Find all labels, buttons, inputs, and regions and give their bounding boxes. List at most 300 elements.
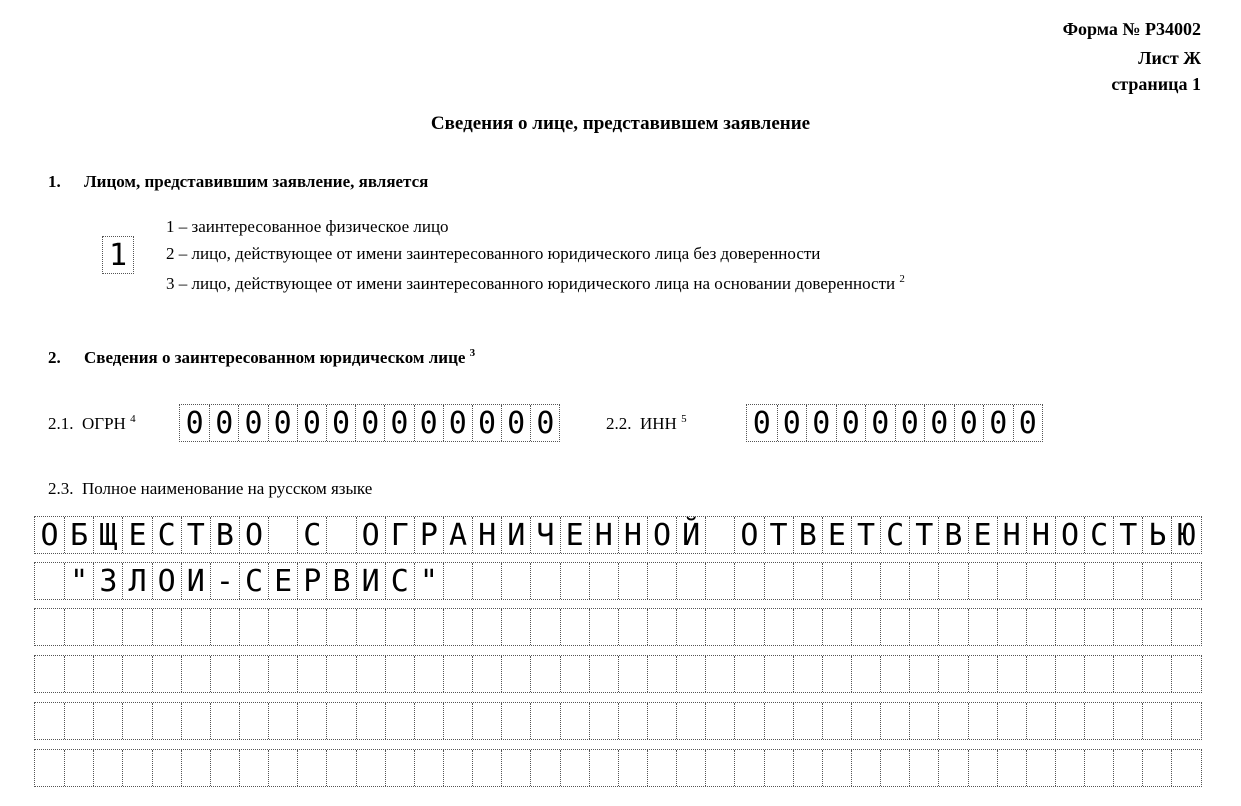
full-name-cell <box>997 563 1026 599</box>
full-name-cell <box>1171 563 1200 599</box>
full-name-cell: Т <box>764 517 793 553</box>
full-name-cell <box>530 563 559 599</box>
full-name-cell <box>35 563 64 599</box>
full-name-cell <box>239 750 268 786</box>
full-name-cell: Е <box>122 517 151 553</box>
full-name-cell <box>909 656 938 692</box>
full-name-cell <box>326 517 355 553</box>
full-name-cell <box>589 656 618 692</box>
full-name-cell <box>181 750 210 786</box>
full-name-cell <box>1084 656 1113 692</box>
full-name-cell <box>705 703 734 739</box>
full-name-cell <box>705 563 734 599</box>
section-2-number: 2. <box>48 348 61 367</box>
inn-label-num: 2.2. <box>606 414 632 433</box>
full-name-cell: Н <box>618 517 647 553</box>
full-name-cell <box>1142 609 1171 645</box>
full-name-cell: С <box>297 517 326 553</box>
full-name-cell: И <box>356 563 385 599</box>
full-name-cell <box>851 656 880 692</box>
full-name-cell <box>676 703 705 739</box>
full-name-cell <box>968 563 997 599</box>
full-name-cell: Ю <box>1171 517 1200 553</box>
full-name-cell <box>1026 703 1055 739</box>
full-name-row[interactable] <box>34 749 1202 787</box>
full-name-cell <box>501 609 530 645</box>
full-name-cell <box>443 609 472 645</box>
full-name-cell <box>822 609 851 645</box>
full-name-cell: С <box>239 563 268 599</box>
ogrn-cell: 0 <box>355 405 384 441</box>
full-name-cell <box>1026 656 1055 692</box>
full-name-cell <box>909 703 938 739</box>
full-name-cell <box>880 703 909 739</box>
full-name-cell <box>530 703 559 739</box>
full-name-cell <box>1142 703 1171 739</box>
full-name-cell <box>851 563 880 599</box>
ogrn-cell: 0 <box>238 405 267 441</box>
footnote-4: 4 <box>130 413 136 425</box>
full-name-cell <box>1084 750 1113 786</box>
full-name-cell <box>268 656 297 692</box>
full-name-cell: - <box>210 563 239 599</box>
full-name-cell <box>1113 563 1142 599</box>
full-name-cell: С <box>880 517 909 553</box>
full-name-cell <box>647 609 676 645</box>
full-name-cell <box>472 750 501 786</box>
full-name-cell <box>793 656 822 692</box>
full-name-label-num: 2.3. <box>48 479 74 498</box>
section-1-number: 1. <box>48 172 61 191</box>
full-name-cell <box>1142 750 1171 786</box>
inn-cell: 0 <box>983 405 1013 441</box>
form-number: Форма № Р34002 <box>1062 19 1201 39</box>
ogrn-cell: 0 <box>443 405 472 441</box>
full-name-cell <box>443 750 472 786</box>
full-name-cell <box>1055 609 1084 645</box>
full-name-label-text: Полное наименование на русском языке <box>82 479 373 498</box>
full-name-cell <box>1084 703 1113 739</box>
full-name-cell <box>181 609 210 645</box>
full-name-cell: Р <box>414 517 443 553</box>
full-name-cell <box>326 750 355 786</box>
full-name-cell <box>880 563 909 599</box>
inn-cell: 0 <box>752 405 771 441</box>
option-3-text: 3 – лицо, действующее от имени заинтересованного юридического лица на основании доверенности <box>166 274 896 293</box>
full-name-cell <box>414 750 443 786</box>
full-name-cell: Ь <box>1142 517 1171 553</box>
full-name-row[interactable] <box>34 655 1202 693</box>
full-name-cell <box>356 703 385 739</box>
full-name-cell <box>472 656 501 692</box>
full-name-cell <box>734 656 763 692</box>
full-name-cell <box>705 609 734 645</box>
full-name-cell <box>356 609 385 645</box>
full-name-cell <box>851 609 880 645</box>
ogrn-cell: 0 <box>472 405 501 441</box>
section-1-title: Лицом, представившим заявление, является <box>84 172 429 191</box>
ogrn-field[interactable] <box>179 404 560 442</box>
full-name-cell <box>589 750 618 786</box>
full-name-cell <box>385 609 414 645</box>
option-2 <box>166 244 820 264</box>
full-name-cell <box>851 750 880 786</box>
full-name-cell <box>676 609 705 645</box>
footnote-2: 2 <box>899 273 905 285</box>
full-name-cell <box>1113 703 1142 739</box>
full-name-cell <box>1026 750 1055 786</box>
full-name-cell <box>793 563 822 599</box>
full-name-cell <box>35 703 64 739</box>
full-name-cell <box>938 563 967 599</box>
ogrn-cell: 0 <box>530 405 559 441</box>
full-name-cell <box>676 656 705 692</box>
ogrn-cell: 0 <box>414 405 443 441</box>
option-1 <box>166 217 449 237</box>
full-name-cell <box>734 703 763 739</box>
full-name-cell <box>326 703 355 739</box>
full-name-cell <box>589 563 618 599</box>
full-name-cell <box>64 609 93 645</box>
full-name-cell: Ч <box>530 517 559 553</box>
full-name-cell <box>414 609 443 645</box>
full-name-cell <box>297 703 326 739</box>
full-name-cell <box>822 750 851 786</box>
inn-field[interactable] <box>746 404 1043 442</box>
full-name-cell: Е <box>968 517 997 553</box>
footnote-5: 5 <box>681 413 687 425</box>
full-name-cell: О <box>356 517 385 553</box>
full-name-cell: Н <box>472 517 501 553</box>
full-name-cell <box>472 563 501 599</box>
full-name-cell: " <box>414 563 443 599</box>
ogrn-cell: 0 <box>268 405 297 441</box>
full-name-cell: О <box>647 517 676 553</box>
full-name-cell <box>560 703 589 739</box>
full-name-cell: О <box>152 563 181 599</box>
applicant-type-field[interactable] <box>102 236 134 274</box>
full-name-cell: Е <box>822 517 851 553</box>
full-name-cell <box>1113 656 1142 692</box>
full-name-cell <box>764 750 793 786</box>
full-name-cell: Н <box>997 517 1026 553</box>
full-name-cell: С <box>385 563 414 599</box>
full-name-cell <box>530 656 559 692</box>
full-name-cell <box>501 656 530 692</box>
full-name-cell <box>997 609 1026 645</box>
full-name-cell <box>1142 656 1171 692</box>
inn-cell: 0 <box>806 405 836 441</box>
full-name-cell: И <box>501 517 530 553</box>
ogrn-cell: 0 <box>501 405 530 441</box>
full-name-cell <box>152 656 181 692</box>
full-name-cell <box>618 563 647 599</box>
full-name-cell <box>647 703 676 739</box>
full-name-cell <box>326 609 355 645</box>
full-name-cell <box>297 750 326 786</box>
full-name-cell <box>356 750 385 786</box>
full-name-cell <box>938 750 967 786</box>
full-name-cell <box>35 609 64 645</box>
full-name-cell <box>152 750 181 786</box>
full-name-cell <box>968 656 997 692</box>
full-name-cell <box>764 609 793 645</box>
full-name-cell <box>530 609 559 645</box>
full-name-cell <box>647 656 676 692</box>
full-name-cell <box>64 703 93 739</box>
full-name-label <box>48 479 372 499</box>
full-name-cell <box>1113 609 1142 645</box>
full-name-cell <box>1026 609 1055 645</box>
full-name-cell <box>152 609 181 645</box>
full-name-cell <box>122 609 151 645</box>
ogrn-cell: 0 <box>185 405 204 441</box>
full-name-cell <box>560 563 589 599</box>
page-label: страница 1 <box>1111 74 1201 94</box>
section-1-heading <box>48 172 428 192</box>
full-name-cell <box>414 703 443 739</box>
full-name-cell <box>793 703 822 739</box>
full-name-cell <box>851 703 880 739</box>
page-title: Сведения о лице, представившем заявление <box>430 113 811 134</box>
full-name-cell <box>880 656 909 692</box>
full-name-cell <box>1171 750 1200 786</box>
full-name-cell: В <box>938 517 967 553</box>
full-name-cell <box>647 563 676 599</box>
full-name-cell <box>734 750 763 786</box>
full-name-cell: Й <box>676 517 705 553</box>
full-name-cell <box>122 703 151 739</box>
full-name-cell <box>385 703 414 739</box>
full-name-cell <box>385 750 414 786</box>
full-name-cell <box>530 750 559 786</box>
full-name-cell <box>560 609 589 645</box>
full-name-cell: В <box>210 517 239 553</box>
full-name-cell: О <box>40 517 59 553</box>
full-name-cell <box>443 563 472 599</box>
full-name-cell <box>589 609 618 645</box>
full-name-row[interactable] <box>34 562 1202 600</box>
full-name-cell <box>676 563 705 599</box>
full-name-cell <box>472 609 501 645</box>
ogrn-label-num: 2.1. <box>48 414 74 433</box>
full-name-cell <box>385 656 414 692</box>
full-name-cell <box>210 656 239 692</box>
option-2-text: 2 – лицо, действующее от имени заинтересованного юридического лица без доверенности <box>166 244 821 263</box>
full-name-cell: В <box>793 517 822 553</box>
full-name-cell <box>1171 609 1200 645</box>
full-name-cell <box>1171 656 1200 692</box>
full-name-cell <box>297 656 326 692</box>
full-name-cell: Т <box>181 517 210 553</box>
full-name-cell <box>1084 609 1113 645</box>
full-name-cell <box>210 609 239 645</box>
full-name-cell <box>734 563 763 599</box>
full-name-cell: Т <box>1113 517 1142 553</box>
full-name-cell <box>181 656 210 692</box>
full-name-cell <box>647 750 676 786</box>
full-name-cell <box>181 703 210 739</box>
full-name-cell <box>938 703 967 739</box>
full-name-cell <box>414 656 443 692</box>
full-name-cell <box>268 703 297 739</box>
full-name-cell: Р <box>297 563 326 599</box>
full-name-cell <box>560 750 589 786</box>
full-name-cell <box>239 656 268 692</box>
ogrn-label-text: ОГРН <box>82 414 126 433</box>
full-name-cell <box>822 656 851 692</box>
full-name-cell <box>734 609 763 645</box>
full-name-cell: " <box>64 563 93 599</box>
full-name-cell <box>268 750 297 786</box>
full-name-cell: А <box>443 517 472 553</box>
full-name-cell <box>968 609 997 645</box>
full-name-cell: О <box>1055 517 1084 553</box>
section-2-heading <box>48 348 475 368</box>
ogrn-cell: 0 <box>326 405 355 441</box>
full-name-cell: О <box>239 517 268 553</box>
full-name-cell: Н <box>589 517 618 553</box>
option-1-text: 1 – заинтересованное физическое лицо <box>166 217 449 236</box>
full-name-cell <box>968 750 997 786</box>
full-name-cell <box>676 750 705 786</box>
full-name-cell <box>239 703 268 739</box>
full-name-cell <box>1055 563 1084 599</box>
full-name-cell: Т <box>851 517 880 553</box>
full-name-cell <box>210 750 239 786</box>
full-name-cell <box>122 750 151 786</box>
full-name-cell <box>589 703 618 739</box>
full-name-cell <box>443 703 472 739</box>
full-name-cell <box>705 656 734 692</box>
full-name-cell <box>938 656 967 692</box>
full-name-cell <box>560 656 589 692</box>
full-name-cell <box>1113 750 1142 786</box>
full-name-cell <box>356 656 385 692</box>
full-name-cell <box>1142 563 1171 599</box>
full-name-cell <box>152 703 181 739</box>
full-name-cell <box>297 609 326 645</box>
option-3 <box>166 274 905 294</box>
full-name-cell <box>618 609 647 645</box>
full-name-cell <box>618 703 647 739</box>
full-name-cell: Н <box>1026 517 1055 553</box>
full-name-cell: И <box>181 563 210 599</box>
full-name-cell <box>1055 656 1084 692</box>
full-name-cell <box>997 750 1026 786</box>
full-name-cell <box>64 750 93 786</box>
full-name-cell <box>822 563 851 599</box>
ogrn-cell: 0 <box>384 405 413 441</box>
full-name-cell <box>764 656 793 692</box>
section-2-title: Сведения о заинтересованном юридическом лице <box>84 348 466 367</box>
full-name-row[interactable] <box>34 516 1202 554</box>
ogrn-cell: 0 <box>209 405 238 441</box>
full-name-cell <box>909 609 938 645</box>
full-name-cell <box>64 656 93 692</box>
full-name-cell: Т <box>909 517 938 553</box>
full-name-cell: В <box>326 563 355 599</box>
full-name-cell <box>997 703 1026 739</box>
full-name-cell <box>968 703 997 739</box>
full-name-cell <box>1084 563 1113 599</box>
inn-cell: 0 <box>1013 405 1043 441</box>
full-name-cell <box>443 656 472 692</box>
full-name-cell <box>880 750 909 786</box>
full-name-cell <box>239 609 268 645</box>
applicant-type-value: 1 <box>108 237 128 273</box>
full-name-cell <box>909 563 938 599</box>
inn-label <box>606 414 687 434</box>
full-name-cell <box>501 703 530 739</box>
full-name-cell <box>93 609 122 645</box>
full-name-cell <box>938 609 967 645</box>
inn-cell: 0 <box>954 405 984 441</box>
full-name-cell <box>93 703 122 739</box>
full-name-cell <box>501 750 530 786</box>
full-name-cell <box>822 703 851 739</box>
full-name-cell: О <box>734 517 763 553</box>
full-name-cell <box>764 703 793 739</box>
inn-cell: 0 <box>895 405 925 441</box>
full-name-cell: Л <box>122 563 151 599</box>
full-name-cell <box>93 750 122 786</box>
full-name-cell <box>880 609 909 645</box>
full-name-cell <box>1055 750 1084 786</box>
full-name-cell <box>210 703 239 739</box>
full-name-cell <box>705 750 734 786</box>
inn-label-text: ИНН <box>640 414 677 433</box>
footnote-3: 3 <box>469 347 476 359</box>
full-name-cell: Б <box>64 517 93 553</box>
full-name-cell <box>501 563 530 599</box>
full-name-cell <box>35 750 64 786</box>
ogrn-cell: 0 <box>297 405 326 441</box>
full-name-cell <box>764 563 793 599</box>
sheet-label: Лист Ж <box>1138 48 1201 68</box>
full-name-cell <box>268 609 297 645</box>
full-name-cell: С <box>152 517 181 553</box>
full-name-cell: Е <box>560 517 589 553</box>
full-name-cell <box>705 517 734 553</box>
full-name-cell: Щ <box>93 517 122 553</box>
full-name-cell: З <box>93 563 122 599</box>
full-name-cell <box>1026 563 1055 599</box>
full-name-cell: С <box>1084 517 1113 553</box>
full-name-cell <box>618 656 647 692</box>
inn-cell: 0 <box>836 405 866 441</box>
full-name-cell <box>1171 703 1200 739</box>
full-name-cell <box>618 750 647 786</box>
inn-cell: 0 <box>865 405 895 441</box>
full-name-row[interactable] <box>34 702 1202 740</box>
full-name-cell <box>793 750 822 786</box>
full-name-cell <box>1055 703 1084 739</box>
full-name-cell <box>909 750 938 786</box>
ogrn-label <box>48 414 136 434</box>
full-name-cell: Е <box>268 563 297 599</box>
full-name-cell <box>93 656 122 692</box>
full-name-row[interactable] <box>34 608 1202 646</box>
full-name-cell <box>122 656 151 692</box>
inn-cell: 0 <box>777 405 807 441</box>
full-name-cell: Г <box>385 517 414 553</box>
full-name-cell <box>472 703 501 739</box>
inn-cell: 0 <box>924 405 954 441</box>
full-name-cell <box>997 656 1026 692</box>
full-name-cell <box>793 609 822 645</box>
full-name-cell <box>326 656 355 692</box>
